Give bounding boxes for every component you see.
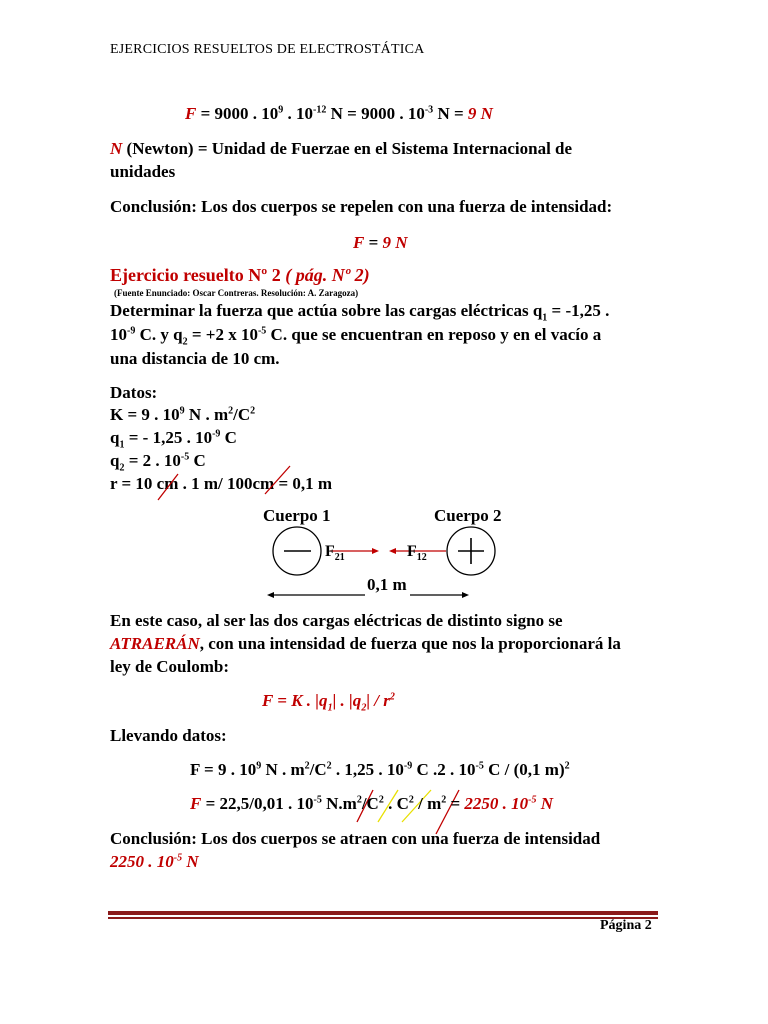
- explanation-line3: ley de Coulomb:: [110, 657, 229, 676]
- formula-force-result: F = 9000 . $10^9$ . $10^{-12}$ N = 9000 . $10^{-3}$ N = 9 N: [185, 104, 493, 123]
- statement-line2: $10^{-9}$ C. y $q_2 = +2$ x $10^{-5}$ C. que se encuentran en reposo y en el vacío a: [110, 325, 602, 348]
- footer-rule-thin: [108, 917, 658, 919]
- datos-q2: $q_2 = 2$ . $10^{-5}$ C: [110, 451, 206, 474]
- exercise-2-title: Ejercicio resuelto Nº 2 ( pág. Nº 2): [110, 265, 370, 285]
- conclusion-attract: Conclusión: Los dos cuerpos se atraen con una fuerza de intensidad: [110, 829, 601, 848]
- running-header: EJERCICIOS RESUELTOS DE ELECTROSTÁTICA: [110, 42, 425, 57]
- explanation-line1: En este caso, al ser las dos cargas eléctricas de distinto signo se: [110, 611, 563, 630]
- conclusion-repel: Conclusión: Los dos cuerpos se repelen con una fuerza de intensidad:: [110, 197, 613, 216]
- exercise-source: (Fuente Enunciado: Oscar Contreras. Resolución: A. Zaragoza): [114, 288, 359, 298]
- distance-label: 0,1 m: [367, 575, 407, 594]
- force-arrow-21-head: [372, 548, 379, 554]
- force-arrow-12-head: [389, 548, 396, 554]
- newton-definition-line2: unidades: [110, 162, 176, 181]
- datos-r: r = 10 cm . 1 m/ 100cm = 0,1 m: [110, 474, 333, 493]
- explanation-line2: ATRAERÁN, con una intensidad de fuerza que nos la proporcionará la: [110, 634, 621, 653]
- datos-title: Datos:: [110, 383, 158, 402]
- result-force-9n: F = 9 N: [353, 233, 408, 252]
- formula-final-result: F = 22,5/0,01 . $10^{-5}$ $N.m^2/C^2$ . $C^2 / m^2 = 2250$ . $10^{-5}$ N: [190, 794, 554, 813]
- footer-rule-thick: [108, 911, 658, 915]
- distance-arrow-right-head: [462, 592, 469, 598]
- distance-arrow-left-head: [267, 592, 274, 598]
- f12-label: $F_{12}$: [407, 543, 427, 564]
- conclusion-attract-value: 2250 . $10^{-5}$ N: [110, 852, 199, 871]
- coulomb-law-formula: F = K . $|q_1|$ . $|q_2| / r^2$: [262, 691, 395, 714]
- f21-label: $F_{21}$: [325, 543, 345, 564]
- page-number: Página 2: [600, 918, 652, 933]
- llevando-title: Llevando datos:: [110, 726, 227, 745]
- substitution-formula: F = 9 . $10^9$ N . $m^2/C^2$ . 1,25 . $10^{-9}$ C .2 . $10^{-5}$ C / (0,1 m)$^2$: [190, 760, 570, 779]
- statement-line3: una distancia de 10 cm.: [110, 349, 280, 368]
- datos-q1: $q_1$ = - 1,25 . $10^{-9}$ C: [110, 428, 237, 451]
- body-2-label: Cuerpo 2: [434, 506, 502, 525]
- body-1-label: Cuerpo 1: [263, 506, 331, 525]
- statement-line1: Determinar la fuerza que actúa sobre las cargas eléctricas $q_1 = -1,25$ .: [110, 301, 610, 324]
- datos-k: K = 9 . $10^9$ N . $m^2/C^2$: [110, 405, 256, 424]
- newton-definition-line1: N (Newton) = Unidad de Fuerzae en el Sistema Internacional de: [110, 139, 573, 158]
